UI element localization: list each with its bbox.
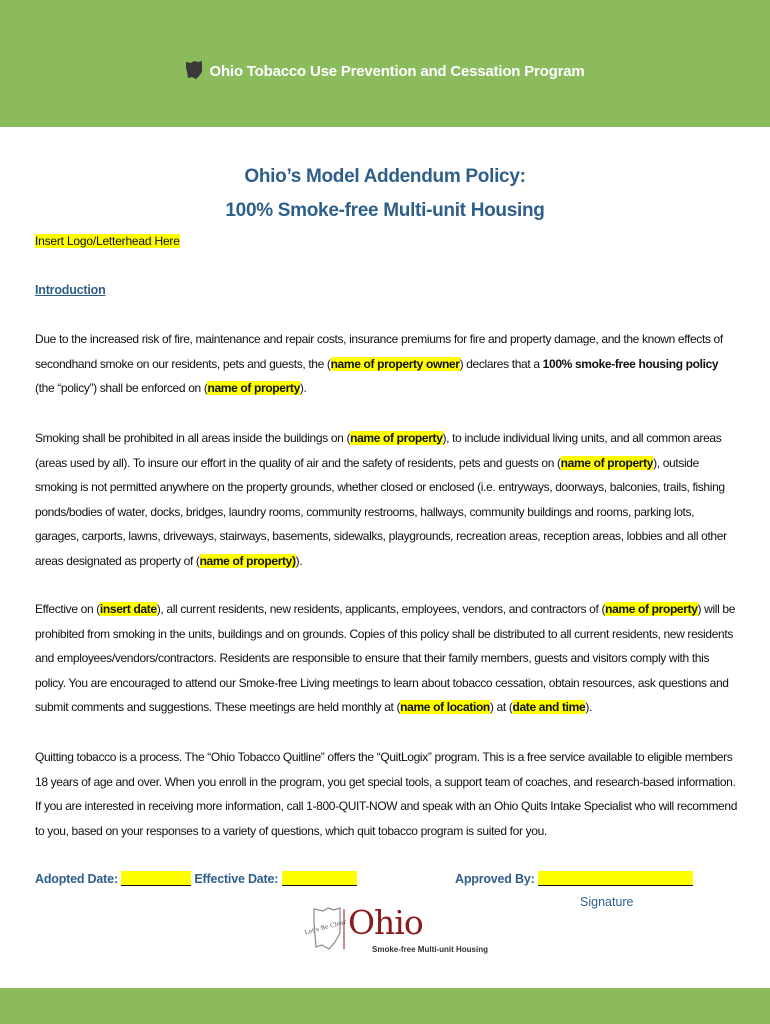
- placeholder-property: name of property: [605, 602, 698, 616]
- banner-title: Ohio Tobacco Use Prevention and Cessation Program: [209, 63, 585, 80]
- placeholder-location: name of location: [400, 700, 490, 714]
- paragraph-purpose: [35, 327, 740, 401]
- text-segment: ), all current residents, new residents, applicants, employees, vendors, and contractors of (: [156, 602, 606, 616]
- placeholder-property: name of property: [207, 381, 300, 395]
- logo-placeholder-text: Insert Logo/Letterhead Here: [35, 234, 180, 248]
- text-segment: ).: [295, 553, 303, 568]
- text-segment: ).: [585, 700, 592, 714]
- placeholder-property: name of property: [350, 431, 443, 445]
- placeholder-property: name of property: [560, 455, 654, 470]
- header-banner: [0, 0, 770, 127]
- text-segment: ), to include individual living units, and all common areas (areas used by all). To insure our effort in the quality of air and the safety of residents, pets and guests on (: [35, 431, 722, 470]
- footer-logo: [303, 903, 488, 961]
- text-segment: ), outside smoking is not permitted anywhere on the property grounds, whether closed or enclosed (i.e. entryways, doorways, balconies, trails, fishing ponds/bodies of water, docks, bridges, laundry rooms, community restrooms, hallways, community buildings and rooms, parking lots, garages, carports, lawns, driveways, stairways, basements, sidewalks, playgrounds, recreation areas, reception areas, lobbies and all other areas designated as property of (: [35, 455, 727, 568]
- placeholder-date-time: date and time: [512, 700, 586, 714]
- adopted-date-label: Adopted Date:: [35, 872, 118, 886]
- adopted-date-row: [35, 871, 357, 886]
- text-segment: ) will be prohibited from smoking in the units, buildings and on grounds. Copies of this policy shall be distributed to all current residents, new residents and employees/vendors/contractors. Residents are responsible to ensure that their family members, guests and visitors comply with this policy. You are encouraged to attend our Smoke-free Living meetings to learn about tobacco cessation, obtain resources, ask questions and submit comments and suggestions. These meetings are held monthly at (: [35, 602, 736, 714]
- banner-title-row: [0, 60, 770, 80]
- document-subtitle: 100% Smoke-free Multi-unit Housing: [225, 200, 545, 221]
- footer-brand: Ohio: [348, 903, 423, 942]
- logo-placeholder: [35, 234, 180, 248]
- document-title: Ohio’s Model Addendum Policy:: [244, 166, 526, 187]
- paragraph-scope: [35, 426, 740, 573]
- effective-date-label: Effective Date:: [194, 872, 279, 886]
- introduction-heading: Introduction: [35, 283, 106, 297]
- footer-bar: [0, 988, 770, 1024]
- ohio-state-icon: [185, 60, 203, 80]
- approved-by-field[interactable]: [538, 871, 693, 886]
- text-segment: ) at (: [489, 700, 513, 714]
- placeholder-owner: name of property owner: [330, 356, 460, 371]
- adopted-date-field[interactable]: [121, 871, 191, 886]
- effective-date-field[interactable]: [282, 871, 357, 886]
- text-segment: ).: [299, 381, 307, 395]
- text-segment: (the “policy”) shall be enforced on (: [35, 381, 208, 395]
- placeholder-date: insert date: [99, 602, 157, 616]
- approved-by-label: Approved By:: [455, 872, 535, 886]
- badge-text: Let's Be Clear: [303, 918, 348, 937]
- text-segment: ) declares that a: [459, 356, 543, 371]
- paragraph-quitline: Quitting tobacco is a process. The “Ohio Tobacco Quitline” offers the “QuitLogix” program. This is a free service available to eligible members 18 years of age and over. When you enroll in the program, you get special tools, a support team of coaches, and research-based information. If you are interested in receiving more information, call 1-800-QUIT-NOW and speak with an Ohio Quits Intake Specialist who will recommend to you, based on your responses to a variety of questions, which quit tobacco program is suited for you.: [35, 750, 738, 838]
- policy-emphasis: 100% smoke-free housing policy: [542, 356, 719, 371]
- text-segment: Due to the increased risk of fire, maintenance and repair costs, insurance premiums for fire and property damage, and the known effects of secondhand smoke on our residents, pets and guests, the (: [35, 332, 723, 371]
- text-segment: Effective on (: [35, 602, 100, 616]
- text-segment: Smoking shall be prohibited in all areas inside the buildings on (: [35, 431, 351, 445]
- approved-by-row: [455, 871, 693, 886]
- signature-label: Signature: [580, 895, 634, 909]
- paragraph-effective: [35, 597, 740, 720]
- footer-subtitle: Smoke-free Multi-unit Housing: [372, 945, 488, 954]
- placeholder-property: name of property): [199, 553, 296, 568]
